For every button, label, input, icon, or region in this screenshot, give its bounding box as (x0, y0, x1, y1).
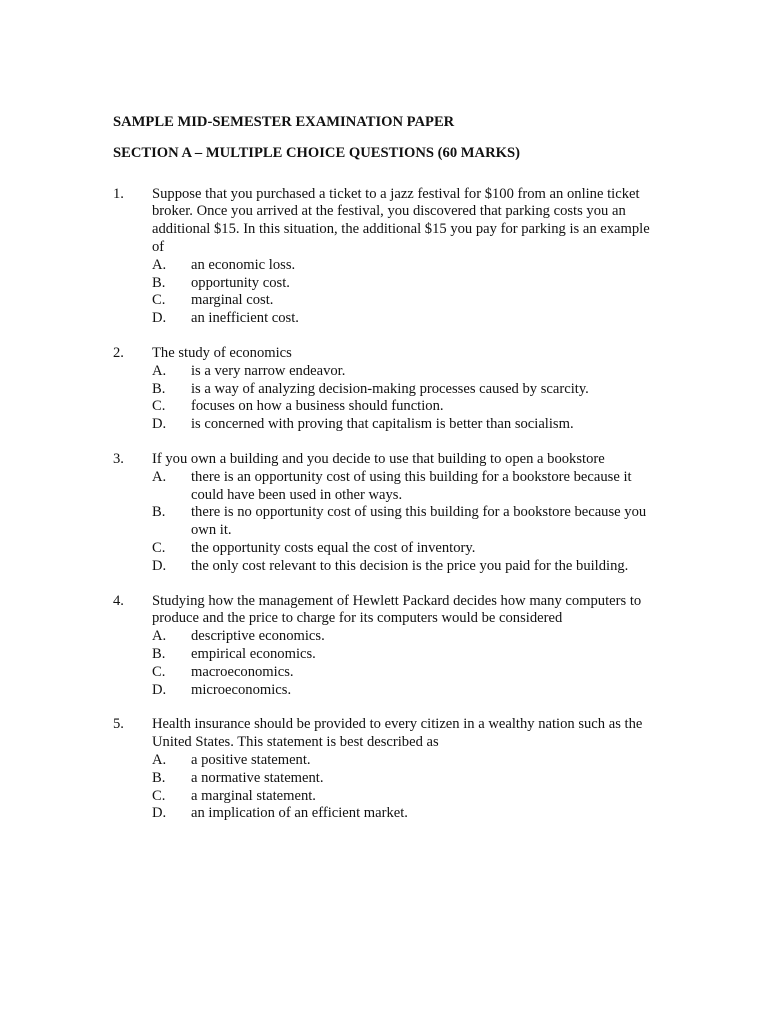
option-list (152, 752, 653, 823)
option-5-d (152, 805, 653, 823)
option-letter: B. (152, 380, 166, 397)
question-number: 4. (113, 592, 124, 609)
option-list (152, 363, 653, 434)
option-text: focuses on how a business should function. (191, 398, 444, 415)
option-4-b (152, 646, 653, 664)
option-text: descriptive economics. (191, 628, 325, 645)
option-letter: C. (152, 787, 166, 804)
question-4 (113, 593, 653, 700)
option-list (152, 469, 653, 576)
option-2-d (152, 416, 653, 434)
option-text: the only cost relevant to this decision is the price you paid for the building. (191, 557, 629, 574)
option-letter: A. (152, 751, 167, 768)
question-body (152, 186, 653, 328)
option-letter: B. (152, 274, 166, 291)
question-stem: If you own a building and you decide to use that building to open a bookstore (152, 450, 605, 467)
option-letter: D. (152, 681, 167, 698)
option-2-b (152, 381, 653, 399)
option-text: is a very narrow endeavor. (191, 362, 346, 379)
option-3-d (152, 558, 653, 576)
question-number: 5. (113, 716, 124, 733)
option-4-d (152, 682, 653, 700)
question-number: 1. (113, 185, 124, 202)
question-5 (113, 716, 653, 823)
option-text: marginal cost. (191, 292, 274, 309)
option-text: macroeconomics. (191, 663, 294, 680)
option-letter: D. (152, 805, 167, 822)
option-letter: A. (152, 468, 167, 485)
exam-page (113, 114, 653, 840)
question-stem: Suppose that you purchased a ticket to a jazz festival for $100 from an online ticket broker. Once you arrived at the festival, you discovered that parking costs you an additional $15. In this situation, the additional $15 you pay for parking is an example of (152, 185, 650, 255)
option-letter: A. (152, 362, 167, 379)
question-number: 3. (113, 450, 124, 467)
option-letter: B. (152, 769, 166, 786)
document-title: SAMPLE MID-SEMESTER EXAMINATION PAPER (113, 114, 455, 130)
question-stem: Studying how the management of Hewlett Packard decides how many computers to produce and the price to charge for its computers would be considered (152, 592, 642, 627)
question-number: 2. (113, 344, 124, 361)
option-3-b (152, 504, 653, 540)
option-1-b (152, 275, 653, 293)
option-text: there is no opportunity cost of using this building for a bookstore because you own it. (191, 504, 647, 539)
option-text: the opportunity costs equal the cost of inventory. (191, 539, 476, 556)
option-2-a (152, 363, 653, 381)
option-text: an implication of an efficient market. (191, 805, 408, 822)
option-text: is a way of analyzing decision-making processes caused by scarcity. (191, 380, 589, 397)
question-stem: Health insurance should be provided to every citizen in a wealthy nation such as the United States. This statement is best described as (152, 716, 643, 751)
option-5-c (152, 788, 653, 806)
option-text: an economic loss. (191, 256, 296, 273)
option-1-c (152, 292, 653, 310)
option-5-b (152, 770, 653, 788)
option-text: empirical economics. (191, 645, 316, 662)
question-3 (113, 451, 653, 576)
option-letter: D. (152, 416, 167, 433)
question-body (152, 716, 653, 823)
question-stem: The study of economics (152, 344, 292, 361)
question-1 (113, 186, 653, 328)
question-body (152, 345, 653, 434)
option-letter: C. (152, 292, 166, 309)
option-text: microeconomics. (191, 681, 292, 698)
option-3-c (152, 540, 653, 558)
option-letter: C. (152, 663, 166, 680)
option-4-a (152, 628, 653, 646)
option-text: there is an opportunity cost of using this building for a bookstore because it could have been used in other ways. (191, 468, 632, 503)
option-4-c (152, 664, 653, 682)
option-letter: A. (152, 628, 167, 645)
option-letter: B. (152, 645, 166, 662)
option-letter: C. (152, 539, 166, 556)
question-body (152, 451, 653, 576)
option-text: is concerned with proving that capitalism is better than socialism. (191, 416, 574, 433)
option-list (152, 628, 653, 699)
section-title: SECTION A – MULTIPLE CHOICE QUESTIONS (60 MARKS) (113, 144, 520, 161)
option-text: a marginal statement. (191, 787, 316, 804)
option-letter: A. (152, 256, 167, 273)
option-letter: C. (152, 398, 166, 415)
option-letter: D. (152, 557, 167, 574)
option-letter: B. (152, 504, 166, 521)
option-5-a (152, 752, 653, 770)
option-text: an inefficient cost. (191, 310, 299, 327)
option-text: a positive statement. (191, 751, 311, 768)
option-text: opportunity cost. (191, 274, 290, 291)
option-1-d (152, 310, 653, 328)
option-letter: D. (152, 310, 167, 327)
option-text: a normative statement. (191, 769, 324, 786)
question-list (113, 186, 653, 824)
question-2 (113, 345, 653, 434)
option-1-a (152, 257, 653, 275)
option-list (152, 257, 653, 328)
option-2-c (152, 398, 653, 416)
question-body (152, 593, 653, 700)
option-3-a (152, 469, 653, 505)
